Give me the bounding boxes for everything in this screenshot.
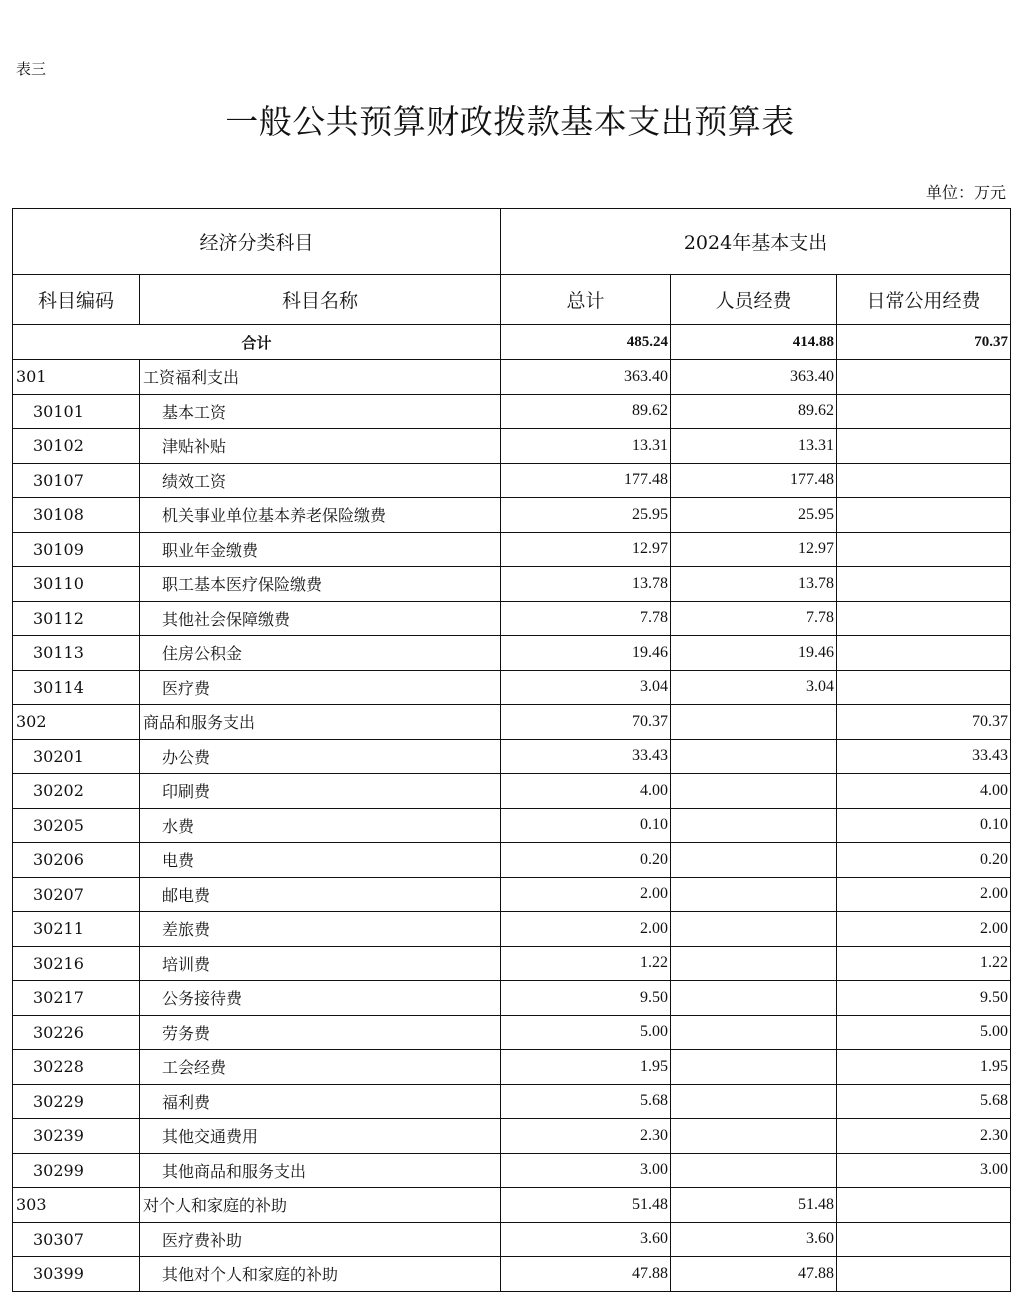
table-row (13, 567, 1011, 602)
subject-code: 301 (13, 360, 140, 395)
amount-total: 51.48 (501, 1188, 671, 1223)
amount-personnel (671, 912, 837, 947)
amount-public (837, 498, 1011, 533)
amount-total: 13.78 (501, 567, 671, 602)
header-row-columns (13, 275, 1011, 325)
subject-name: 培训费 (140, 946, 501, 981)
total-public: 70.37 (837, 325, 1011, 360)
amount-personnel: 13.78 (671, 567, 837, 602)
subject-code: 30239 (13, 1119, 140, 1154)
amount-personnel (671, 1084, 837, 1119)
table-row (13, 981, 1011, 1016)
table-row (13, 912, 1011, 947)
subject-name: 职业年金缴费 (140, 532, 501, 567)
table-row (13, 877, 1011, 912)
amount-personnel: 19.46 (671, 636, 837, 671)
amount-total: 2.00 (501, 877, 671, 912)
total-personnel: 414.88 (671, 325, 837, 360)
amount-total: 0.10 (501, 808, 671, 843)
amount-personnel: 177.48 (671, 463, 837, 498)
subject-name: 差旅费 (140, 912, 501, 947)
subject-code: 30205 (13, 808, 140, 843)
amount-total: 1.95 (501, 1050, 671, 1085)
category-row (13, 1188, 1011, 1223)
header-public-expenses: 日常公用经费 (837, 275, 1011, 325)
amount-public (837, 463, 1011, 498)
amount-public (837, 601, 1011, 636)
subject-code: 30211 (13, 912, 140, 947)
amount-public (837, 429, 1011, 464)
table-row (13, 1050, 1011, 1085)
subject-code: 30102 (13, 429, 140, 464)
amount-public: 2.00 (837, 912, 1011, 947)
amount-total: 3.00 (501, 1153, 671, 1188)
amount-total: 9.50 (501, 981, 671, 1016)
amount-total: 47.88 (501, 1257, 671, 1292)
subject-code: 30228 (13, 1050, 140, 1085)
amount-total: 25.95 (501, 498, 671, 533)
table-row (13, 532, 1011, 567)
subject-code: 30226 (13, 1015, 140, 1050)
subject-name: 津贴补贴 (140, 429, 501, 464)
amount-public: 2.30 (837, 1119, 1011, 1154)
amount-personnel (671, 981, 837, 1016)
table-row (13, 1257, 1011, 1292)
category-row (13, 360, 1011, 395)
subject-name: 医疗费补助 (140, 1222, 501, 1257)
amount-total: 19.46 (501, 636, 671, 671)
amount-personnel: 47.88 (671, 1257, 837, 1292)
amount-public: 70.37 (837, 705, 1011, 740)
amount-total: 2.00 (501, 912, 671, 947)
amount-public (837, 636, 1011, 671)
subject-code: 30201 (13, 739, 140, 774)
header-row-group (13, 209, 1011, 275)
subject-code: 30307 (13, 1222, 140, 1257)
subject-name: 机关事业单位基本养老保险缴费 (140, 498, 501, 533)
table-row (13, 498, 1011, 533)
subject-name: 公务接待费 (140, 981, 501, 1016)
subject-name: 邮电费 (140, 877, 501, 912)
subject-name: 工资福利支出 (140, 360, 501, 395)
amount-total: 70.37 (501, 705, 671, 740)
subject-code: 303 (13, 1188, 140, 1223)
header-subject-code: 科目编码 (13, 275, 140, 325)
amount-total: 89.62 (501, 394, 671, 429)
amount-public: 9.50 (837, 981, 1011, 1016)
amount-personnel (671, 705, 837, 740)
amount-personnel: 7.78 (671, 601, 837, 636)
table-row (13, 1222, 1011, 1257)
amount-public (837, 532, 1011, 567)
amount-public: 2.00 (837, 877, 1011, 912)
subject-name: 劳务费 (140, 1015, 501, 1050)
subject-code: 30101 (13, 394, 140, 429)
header-economic-classification: 经济分类科目 (13, 209, 501, 275)
subject-code: 302 (13, 705, 140, 740)
subject-name: 商品和服务支出 (140, 705, 501, 740)
header-basic-expenditure-2024: 2024年基本支出 (501, 209, 1011, 275)
budget-table (12, 208, 1011, 1292)
amount-personnel (671, 877, 837, 912)
table-row (13, 1015, 1011, 1050)
subject-code: 30202 (13, 774, 140, 809)
total-label: 合计 (13, 325, 501, 360)
table-row (13, 808, 1011, 843)
subject-name: 基本工资 (140, 394, 501, 429)
amount-personnel (671, 1050, 837, 1085)
amount-total: 3.60 (501, 1222, 671, 1257)
amount-public: 1.22 (837, 946, 1011, 981)
amount-total: 33.43 (501, 739, 671, 774)
table-row (13, 636, 1011, 671)
subject-name: 印刷费 (140, 774, 501, 809)
subject-code: 30216 (13, 946, 140, 981)
amount-personnel (671, 774, 837, 809)
subject-code: 30299 (13, 1153, 140, 1188)
unit-label: 单位：万元 (925, 183, 1006, 202)
subject-name: 绩效工资 (140, 463, 501, 498)
category-row (13, 705, 1011, 740)
total-amount: 485.24 (501, 325, 671, 360)
amount-public: 0.10 (837, 808, 1011, 843)
amount-public: 5.68 (837, 1084, 1011, 1119)
table-row (13, 429, 1011, 464)
table-row (13, 1119, 1011, 1154)
amount-public (837, 567, 1011, 602)
subject-name: 工会经费 (140, 1050, 501, 1085)
amount-personnel (671, 843, 837, 878)
amount-total: 5.68 (501, 1084, 671, 1119)
subject-code: 30108 (13, 498, 140, 533)
amount-public (837, 394, 1011, 429)
subject-code: 30217 (13, 981, 140, 1016)
subject-name: 其他对个人和家庭的补助 (140, 1257, 501, 1292)
amount-public: 4.00 (837, 774, 1011, 809)
amount-total: 0.20 (501, 843, 671, 878)
amount-total: 13.31 (501, 429, 671, 464)
amount-public (837, 1222, 1011, 1257)
header-personnel-expenses: 人员经费 (671, 275, 837, 325)
amount-public: 5.00 (837, 1015, 1011, 1050)
subject-code: 30114 (13, 670, 140, 705)
amount-total: 3.04 (501, 670, 671, 705)
table-row (13, 601, 1011, 636)
amount-personnel (671, 808, 837, 843)
amount-personnel: 51.48 (671, 1188, 837, 1223)
table-row (13, 670, 1011, 705)
subject-name: 住房公积金 (140, 636, 501, 671)
amount-personnel: 3.60 (671, 1222, 837, 1257)
amount-public (837, 360, 1011, 395)
amount-personnel: 25.95 (671, 498, 837, 533)
subject-name: 职工基本医疗保险缴费 (140, 567, 501, 602)
amount-personnel: 12.97 (671, 532, 837, 567)
document-label: 表三 (16, 60, 47, 78)
subject-code: 30229 (13, 1084, 140, 1119)
page-title: 一般公共预算财政拨款基本支出预算表 (225, 102, 795, 141)
table-row (13, 1153, 1011, 1188)
subject-name: 办公费 (140, 739, 501, 774)
subject-code: 30110 (13, 567, 140, 602)
subject-name: 其他商品和服务支出 (140, 1153, 501, 1188)
amount-public (837, 670, 1011, 705)
total-row (13, 325, 1011, 360)
table-row (13, 946, 1011, 981)
amount-total: 177.48 (501, 463, 671, 498)
table-row (13, 739, 1011, 774)
subject-code: 30399 (13, 1257, 140, 1292)
subject-code: 30207 (13, 877, 140, 912)
amount-personnel (671, 1015, 837, 1050)
amount-personnel (671, 1119, 837, 1154)
amount-personnel (671, 1153, 837, 1188)
table-row (13, 1084, 1011, 1119)
amount-public: 1.95 (837, 1050, 1011, 1085)
amount-personnel: 3.04 (671, 670, 837, 705)
subject-code: 30112 (13, 601, 140, 636)
table-row (13, 774, 1011, 809)
subject-code: 30113 (13, 636, 140, 671)
table-row (13, 843, 1011, 878)
table-row (13, 463, 1011, 498)
amount-public: 3.00 (837, 1153, 1011, 1188)
amount-total: 12.97 (501, 532, 671, 567)
amount-personnel (671, 739, 837, 774)
amount-total: 4.00 (501, 774, 671, 809)
amount-total: 7.78 (501, 601, 671, 636)
subject-name: 医疗费 (140, 670, 501, 705)
amount-total: 363.40 (501, 360, 671, 395)
amount-personnel (671, 946, 837, 981)
amount-total: 2.30 (501, 1119, 671, 1154)
amount-public: 0.20 (837, 843, 1011, 878)
subject-name: 福利费 (140, 1084, 501, 1119)
amount-public (837, 1188, 1011, 1223)
subject-name: 电费 (140, 843, 501, 878)
subject-name: 水费 (140, 808, 501, 843)
table-row (13, 394, 1011, 429)
subject-name: 其他交通费用 (140, 1119, 501, 1154)
subject-name: 对个人和家庭的补助 (140, 1188, 501, 1223)
amount-public (837, 1257, 1011, 1292)
amount-personnel: 363.40 (671, 360, 837, 395)
header-subject-name: 科目名称 (140, 275, 501, 325)
amount-public: 33.43 (837, 739, 1011, 774)
amount-total: 1.22 (501, 946, 671, 981)
subject-name: 其他社会保障缴费 (140, 601, 501, 636)
amount-personnel: 13.31 (671, 429, 837, 464)
subject-code: 30109 (13, 532, 140, 567)
amount-personnel: 89.62 (671, 394, 837, 429)
header-total: 总计 (501, 275, 671, 325)
amount-total: 5.00 (501, 1015, 671, 1050)
subject-code: 30107 (13, 463, 140, 498)
subject-code: 30206 (13, 843, 140, 878)
